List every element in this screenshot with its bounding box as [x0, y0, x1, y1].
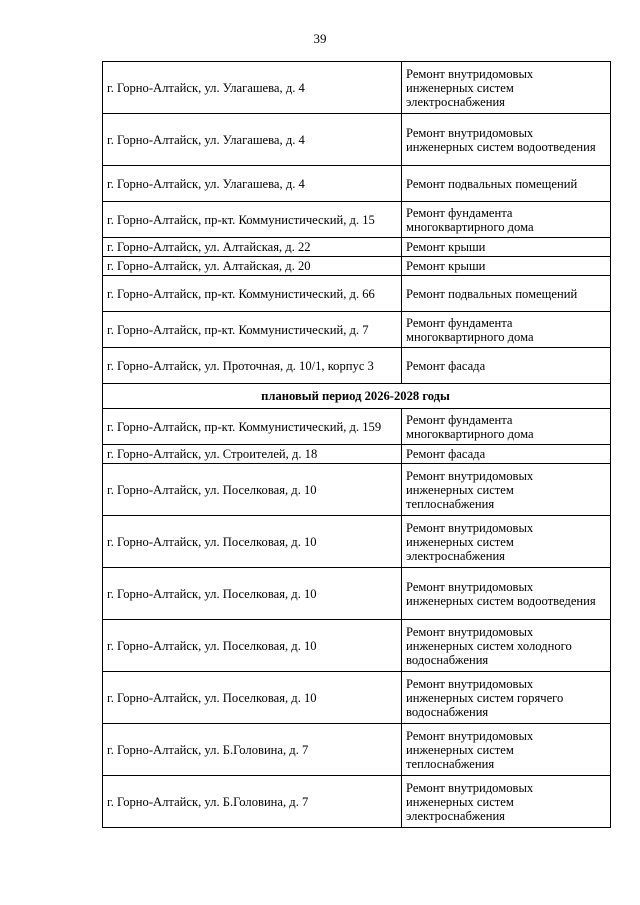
address-cell: г. Горно-Алтайск, ул. Поселковая, д. 10	[103, 464, 402, 516]
work-type-cell: Ремонт фундамента многоквартирного дома	[402, 312, 611, 348]
work-type-cell: Ремонт подвальных помещений	[402, 276, 611, 312]
table-row	[103, 672, 611, 724]
page-number: 39	[313, 31, 327, 46]
table-row	[103, 445, 611, 464]
address-cell: г. Горно-Алтайск, ул. Поселковая, д. 10	[103, 620, 402, 672]
table-row	[103, 166, 611, 202]
address-cell: г. Горно-Алтайск, ул. Поселковая, д. 10	[103, 516, 402, 568]
table-row	[103, 202, 611, 238]
table-row	[103, 257, 611, 276]
table-row	[103, 62, 611, 114]
address-cell: г. Горно-Алтайск, ул. Поселковая, д. 10	[103, 568, 402, 620]
section-row	[103, 384, 611, 409]
address-cell: г. Горно-Алтайск, пр-кт. Коммунистический, д. 66	[103, 276, 402, 312]
table-row	[103, 238, 611, 257]
table-row	[103, 464, 611, 516]
work-type-cell: Ремонт внутридомовых инженерных систем теплоснабжения	[402, 464, 611, 516]
work-type-cell: Ремонт крыши	[402, 238, 611, 257]
table-row	[103, 620, 611, 672]
work-type-cell: Ремонт внутридомовых инженерных систем водоотведения	[402, 568, 611, 620]
work-type-cell: Ремонт фасада	[402, 348, 611, 384]
repair-table	[102, 61, 611, 828]
address-cell: г. Горно-Алтайск, ул. Б.Головина, д. 7	[103, 776, 402, 828]
table-row	[103, 276, 611, 312]
table-row	[103, 348, 611, 384]
address-cell: г. Горно-Алтайск, пр-кт. Коммунистический, д. 159	[103, 409, 402, 445]
section-title: плановый период 2026-2028 годы	[103, 384, 611, 409]
table-row	[103, 312, 611, 348]
work-type-cell: Ремонт фасада	[402, 445, 611, 464]
table-row	[103, 776, 611, 828]
address-cell: г. Горно-Алтайск, ул. Поселковая, д. 10	[103, 672, 402, 724]
address-cell: г. Горно-Алтайск, ул. Проточная, д. 10/1, корпус 3	[103, 348, 402, 384]
work-type-cell: Ремонт внутридомовых инженерных систем холодного водоснабжения	[402, 620, 611, 672]
table-row	[103, 114, 611, 166]
address-cell: г. Горно-Алтайск, ул. Алтайская, д. 20	[103, 257, 402, 276]
work-type-cell: Ремонт внутридомовых инженерных систем электроснабжения	[402, 776, 611, 828]
table-row	[103, 409, 611, 445]
work-type-cell: Ремонт подвальных помещений	[402, 166, 611, 202]
work-type-cell: Ремонт фундамента многоквартирного дома	[402, 202, 611, 238]
address-cell: г. Горно-Алтайск, ул. Б.Головина, д. 7	[103, 724, 402, 776]
address-cell: г. Горно-Алтайск, ул. Алтайская, д. 22	[103, 238, 402, 257]
address-cell: г. Горно-Алтайск, ул. Улагашева, д. 4	[103, 166, 402, 202]
work-type-cell: Ремонт внутридомовых инженерных систем горячего водоснабжения	[402, 672, 611, 724]
address-cell: г. Горно-Алтайск, ул. Улагашева, д. 4	[103, 114, 402, 166]
table-row	[103, 516, 611, 568]
address-cell: г. Горно-Алтайск, ул. Улагашева, д. 4	[103, 62, 402, 114]
address-cell: г. Горно-Алтайск, ул. Строителей, д. 18	[103, 445, 402, 464]
work-type-cell: Ремонт внутридомовых инженерных систем электроснабжения	[402, 516, 611, 568]
work-type-cell: Ремонт внутридомовых инженерных систем водоотведения	[402, 114, 611, 166]
address-cell: г. Горно-Алтайск, пр-кт. Коммунистический, д. 7	[103, 312, 402, 348]
work-type-cell: Ремонт внутридомовых инженерных систем электроснабжения	[402, 62, 611, 114]
table-row	[103, 724, 611, 776]
work-type-cell: Ремонт фундамента многоквартирного дома	[402, 409, 611, 445]
work-type-cell: Ремонт крыши	[402, 257, 611, 276]
address-cell: г. Горно-Алтайск, пр-кт. Коммунистический, д. 15	[103, 202, 402, 238]
table-row	[103, 568, 611, 620]
work-type-cell: Ремонт внутридомовых инженерных систем теплоснабжения	[402, 724, 611, 776]
